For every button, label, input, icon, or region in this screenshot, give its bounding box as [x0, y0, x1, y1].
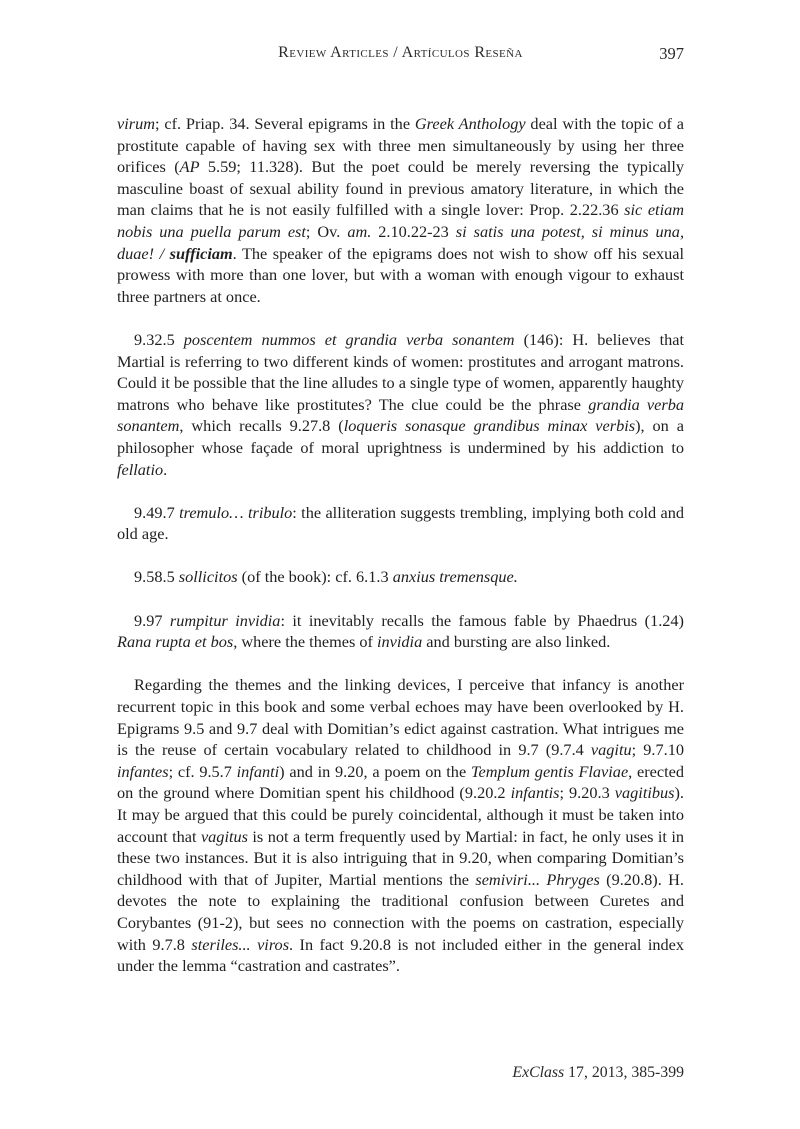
- running-header: [117, 44, 684, 66]
- text-run: steriles... viros: [191, 934, 290, 954]
- article-body: [117, 113, 684, 998]
- text-run: .: [163, 459, 168, 479]
- text-run: ; cf. 9.5.7: [168, 761, 237, 781]
- paragraph: [117, 329, 684, 480]
- text-run: am.: [347, 221, 372, 241]
- text-run: poscentem nummos et grandia verba sonantem: [183, 329, 515, 349]
- text-run: infanti: [236, 761, 280, 781]
- page-number: 397: [659, 44, 684, 63]
- text-run: ; cf. Priap. 34. Several epigrams in the: [154, 114, 415, 133]
- text-run: 9.49.7: [134, 502, 180, 522]
- text-run: grandia verba sonantem: [117, 394, 685, 436]
- footer-citation: [117, 1064, 684, 1082]
- text-run: tremulo… tribulo: [179, 502, 293, 522]
- text-run: 9.58.5: [134, 567, 179, 587]
- text-run: , which recalls 9.27.8 (: [179, 416, 344, 436]
- paragraph: [117, 674, 684, 976]
- text-run: : it inevitably recalls the famous fable by Phaedrus (1.24): [280, 610, 684, 630]
- text-run: . The speaker of the epigrams does not wish to show off his sexual prowess with more than one lover, but with a woman with enough vigour to exhaust three partners at once.: [117, 243, 684, 306]
- paragraph: [117, 113, 684, 307]
- text-run: is not a term frequently used by Martial: in fact, he only uses it in these two instances. But it is also intriguing that in 9.20, when comparing Domitian’s childhood with that of Jupiter, Martial mentions the: [117, 826, 685, 889]
- text-run: 2.10.22-23: [371, 221, 456, 241]
- text-run: (146): H. believes that Martial is referring to two different kinds of women: prostitutes and arrogant matrons. Could it be possible that the line alludes to a single type of women, apparently haughty matrons who behave like prostitutes? The clue could be the phrase: [117, 329, 685, 414]
- text-run: 5.59; 11.328). But the poet could be merely reversing the typically masculine boast of sexual ability found in previous amatory literature, in which the man claims that he is not easily fulfilled with a single lover: Prop. 2.22.36: [117, 157, 684, 220]
- text-run: (9.20.8). H. devotes the note to explaining the traditional confusion between Curetes and Corybantes (91-2), but sees no connection with the poems on castration, especially with 9.7.8: [117, 869, 684, 954]
- text-run: ; 9.7.10: [631, 740, 684, 760]
- text-run: invidia: [377, 632, 423, 652]
- text-run: sufficiam: [169, 243, 233, 263]
- text-run: vagitibus: [614, 783, 675, 803]
- text-run: Rana rupta et bos: [117, 632, 234, 652]
- text-run: si satis una potest, si minus una, duae! /: [117, 221, 685, 263]
- text-run: 9.32.5: [134, 329, 184, 349]
- paragraph: [117, 610, 684, 653]
- text-run: , where the themes of: [233, 632, 377, 652]
- text-run: deal with the topic of a prostitute capable of having sex with three men simultaneously by using her three orifices (: [117, 114, 685, 177]
- text-run: loqueris sonasque grandibus minax verbis: [343, 416, 636, 436]
- text-run: ; 9.20.3: [559, 783, 615, 803]
- text-run: AP: [179, 157, 200, 177]
- text-run: ), on a philosopher whose façade of moral uprightness is undermined by his addiction to: [117, 416, 684, 457]
- text-run: Regarding the themes and the linking devices, I perceive that infancy is another recurrent topic in this book and some verbal echoes may have been overlooked by H. Epigrams 9.5 and 9.7 deal with Domitian’s edict against castration. What intrigues me is the reuse of certain vocabulary related to childhood in 9.7 (9.7.4: [117, 675, 684, 760]
- text-run: rumpitur invidia: [169, 610, 281, 630]
- text-run: (of the book): cf. 6.1.3: [237, 567, 393, 587]
- text-run: ) and in 9.20, a poem on the: [279, 761, 471, 781]
- header-title: Review Articles / Artículos Reseña: [278, 44, 523, 61]
- text-run: vagitu: [590, 740, 632, 760]
- text-run: infantis: [510, 783, 560, 803]
- text-run: , erected on the ground where Domitian spent his childhood (9.20.2: [117, 761, 684, 803]
- text-run: ; Ov.: [305, 221, 348, 241]
- paragraph: [117, 502, 684, 545]
- text-run: virum: [117, 114, 155, 133]
- text-run: Templum gentis Flaviae: [470, 761, 629, 781]
- text-run: sic etiam nobis una puella parum est: [117, 200, 685, 241]
- text-run: sollicitos: [178, 567, 238, 587]
- text-run: : the alliteration suggests trembling, implying both cold and old age.: [117, 502, 684, 544]
- text-run: infantes: [117, 761, 169, 781]
- text-run: 9.97: [134, 610, 170, 630]
- text-run: ). It may be argued that this could be purely coincidental, although it must be taken into account that: [117, 783, 684, 846]
- paragraph: [117, 566, 684, 588]
- text-run: . In fact 9.20.8 is not included either in the general index under the lemma “castration and castrates”.: [117, 934, 684, 976]
- text-run: anxius tremensque.: [392, 567, 518, 587]
- text-run: fellatio: [117, 459, 164, 479]
- text-run: and bursting are also linked.: [422, 632, 611, 652]
- text-run: ExClass: [512, 1064, 565, 1081]
- text-run: semiviri... Phryges: [475, 869, 600, 889]
- text-run: Greek Anthology: [414, 114, 526, 133]
- text-run: vagitus: [200, 826, 248, 846]
- text-run: 17, 2013, 385-399: [564, 1064, 684, 1081]
